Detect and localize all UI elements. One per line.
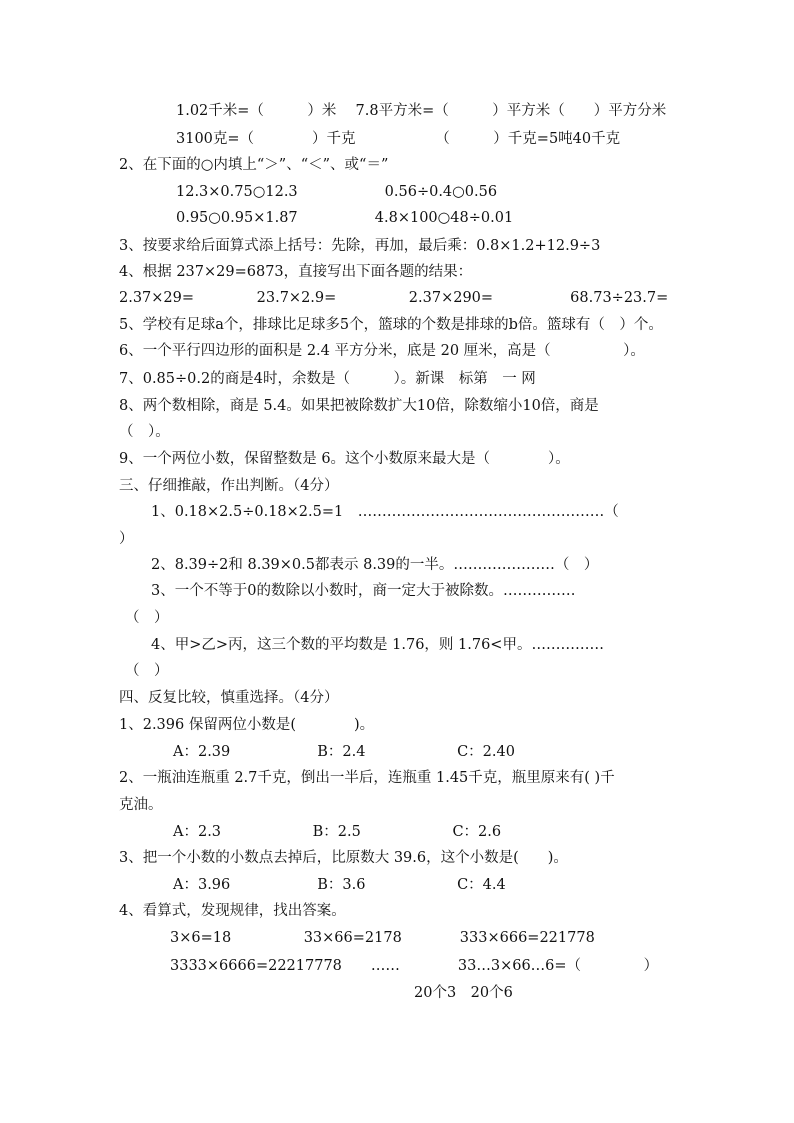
q8-question: 8、两个数相除，商是 5.4。如果把被除数扩大10倍，除数缩小10倍，商是 [119, 398, 599, 414]
section-3-heading: 三、仔细推敲，作出判断。（4分） [119, 478, 339, 494]
q7-question: 7、0.85÷0.2的商是4时，余数是（ ）。新课 标第 一 网 [119, 371, 536, 387]
q4-items: 2.37×29= 23.7×2.9= 2.37×290= 68.73÷23.7= [119, 290, 669, 306]
q2-compare-heading: 2、在下面的○内填上“＞”、“＜”、或“＝” [119, 157, 389, 173]
judge-4-answer-blank: （ ） [125, 663, 169, 679]
choice-1-question: 1、2.396 保留两位小数是( )。 [119, 717, 375, 733]
judge-4: 4、甲>乙>丙，这三个数的平均数是 1.76，则 1.76<甲。…………… [151, 637, 604, 653]
choice-1-options: A：2.39 B：2.4 C：2.40 [173, 744, 515, 760]
judge-1-continued: ） [119, 531, 134, 547]
pattern-row-1: 3×6=18 33×66=2178 333×666=221778 [170, 930, 595, 946]
section-4-heading: 四、反复比较，慎重选择。（4分） [119, 690, 339, 706]
choice-2-question-continued: 克油。 [119, 797, 163, 813]
q5-question: 5、学校有足球a个，排球比足球多5个，篮球的个数是排球的b倍。篮球有（ ）个。 [119, 317, 663, 333]
q1-unit-conversion-line-2: 3100克=（ ）千克 （ ）千克=5吨40千克 [176, 131, 621, 147]
q2-compare-row-1: 12.3×0.75○12.3 0.56÷0.4○0.56 [176, 184, 498, 200]
judge-3-answer-blank: （ ） [125, 610, 169, 626]
choice-4-question: 4、看算式，发现规律，找出答案。 [119, 903, 346, 919]
judge-2: 2、8.39÷2和 8.39×0.5都表示 8.39的一半。…………………（ ） [151, 557, 599, 573]
choice-3-options: A：3.96 B：3.6 C：4.4 [173, 877, 506, 893]
pattern-digit-count-labels: 20个3 20个6 [414, 985, 513, 1001]
pattern-row-2: 3333×6666=22217778 …… 33…3×66…6=（ ） [170, 958, 659, 974]
q6-question: 6、一个平行四边形的面积是 2.4 平方分米，底是 20 厘米，高是（ ）。 [119, 343, 645, 359]
q9-question: 9、一个两位小数，保留整数是 6。这个小数原来最大是（ ）。 [119, 451, 570, 467]
choice-3-question: 3、把一个小数的小数点去掉后，比原数大 39.6，这个小数是( )。 [119, 850, 568, 866]
judge-3: 3、一个不等于0的数除以小数时，商一定大于被除数。…………… [151, 583, 576, 599]
q2-compare-row-2: 0.95○0.95×1.87 4.8×100○48÷0.01 [176, 210, 514, 226]
q8-answer-blank: （ ）。 [119, 424, 170, 440]
q1-unit-conversion-line-1: 1.02千米=（ ）米 7.8平方米=（ ）平方米（ ）平方分米 [176, 103, 667, 119]
q4-heading: 4、根据 237×29=6873，直接写出下面各题的结果： [119, 264, 473, 280]
choice-2-question: 2、一瓶油连瓶重 2.7千克，倒出一半后，连瓶重 1.45千克，瓶里原来有( )千 [119, 770, 615, 786]
choice-2-options: A：2.3 B：2.5 C：2.6 [173, 824, 502, 840]
judge-1: 1、0.18×2.5÷0.18×2.5=1 ……………………………………………（ [151, 504, 619, 520]
q3-parentheses: 3、按要求给后面算式添上括号：先除，再加，最后乘：0.8×1.2+12.9÷3 [119, 238, 601, 254]
